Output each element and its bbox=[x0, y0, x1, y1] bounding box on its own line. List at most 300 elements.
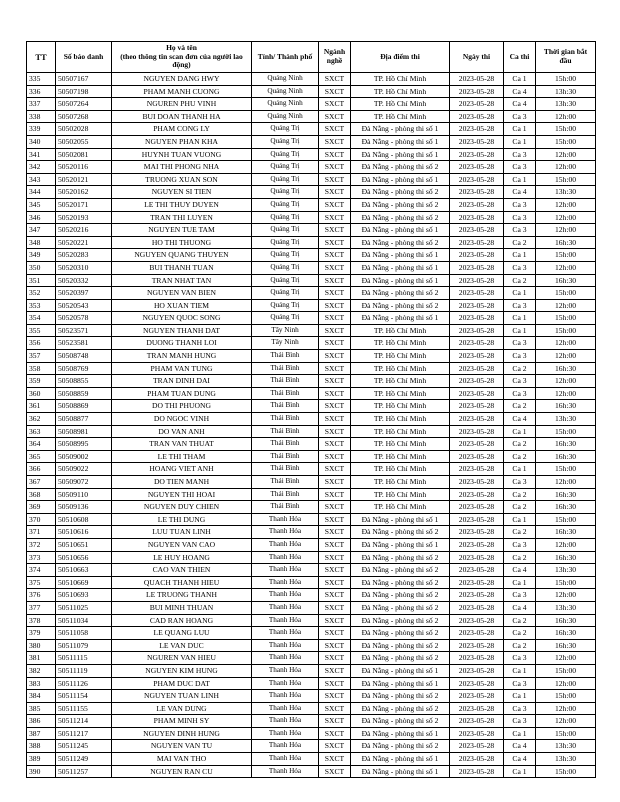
table-row bbox=[27, 601, 596, 614]
cell-tt: 369 bbox=[27, 501, 56, 514]
cell-tt: 384 bbox=[27, 690, 56, 703]
cell-shift: Ca 2 bbox=[504, 501, 536, 514]
cell-sbd: 50509002 bbox=[56, 450, 112, 463]
cell-start: 12h:00 bbox=[536, 538, 596, 551]
table-row bbox=[27, 715, 596, 728]
cell-tt: 341 bbox=[27, 148, 56, 161]
cell-name: LE VAN DUC bbox=[112, 639, 252, 652]
cell-shift: Ca 1 bbox=[504, 513, 536, 526]
cell-shift: Ca 2 bbox=[504, 526, 536, 539]
cell-province: Thanh Hóa bbox=[252, 765, 319, 778]
cell-date: 2023-05-28 bbox=[450, 224, 504, 237]
cell-nganh: SXCT bbox=[319, 85, 351, 98]
cell-shift: Ca 1 bbox=[504, 576, 536, 589]
cell-date: 2023-05-28 bbox=[450, 362, 504, 375]
cell-sbd: 50511257 bbox=[56, 765, 112, 778]
cell-province: Quảng Ninh bbox=[252, 98, 319, 111]
cell-date: 2023-05-28 bbox=[450, 727, 504, 740]
cell-date: 2023-05-28 bbox=[450, 450, 504, 463]
cell-site: TP. Hồ Chí Minh bbox=[351, 324, 450, 337]
cell-sbd: 50508869 bbox=[56, 400, 112, 413]
cell-tt: 389 bbox=[27, 753, 56, 766]
table-row bbox=[27, 224, 596, 237]
cell-name: DUONG THANH LOI bbox=[112, 337, 252, 350]
cell-name: NGUYEN THI HOAI bbox=[112, 488, 252, 501]
table-row bbox=[27, 236, 596, 249]
cell-nganh: SXCT bbox=[319, 438, 351, 451]
cell-province: Thanh Hóa bbox=[252, 589, 319, 602]
cell-name: TRAN THI LUYEN bbox=[112, 211, 252, 224]
cell-sbd: 50520171 bbox=[56, 198, 112, 211]
cell-name: NGUYEN DUY CHIEN bbox=[112, 501, 252, 514]
cell-tt: 366 bbox=[27, 463, 56, 476]
cell-shift: Ca 3 bbox=[504, 715, 536, 728]
cell-start: 12h:00 bbox=[536, 375, 596, 388]
cell-start: 16h:30 bbox=[536, 488, 596, 501]
cell-date: 2023-05-28 bbox=[450, 186, 504, 199]
cell-date: 2023-05-28 bbox=[450, 664, 504, 677]
table-row bbox=[27, 765, 596, 778]
cell-name: HO THI THUONG bbox=[112, 236, 252, 249]
cell-start: 12h:00 bbox=[536, 387, 596, 400]
cell-shift: Ca 1 bbox=[504, 727, 536, 740]
cell-name: NGUREN VAN HIEU bbox=[112, 652, 252, 665]
cell-sbd: 50509110 bbox=[56, 488, 112, 501]
cell-province: Thái Bình bbox=[252, 476, 319, 489]
cell-date: 2023-05-28 bbox=[450, 110, 504, 123]
cell-shift: Ca 3 bbox=[504, 677, 536, 690]
cell-site: Đà Nẵng - phòng thi số 1 bbox=[351, 664, 450, 677]
cell-site: Đà Nẵng - phòng thi số 2 bbox=[351, 198, 450, 211]
cell-date: 2023-05-28 bbox=[450, 261, 504, 274]
cell-shift: Ca 4 bbox=[504, 564, 536, 577]
cell-nganh: SXCT bbox=[319, 413, 351, 426]
cell-date: 2023-05-28 bbox=[450, 551, 504, 564]
cell-name: BUI THANH TUAN bbox=[112, 261, 252, 274]
cell-name: HUYNH TUAN VUONG bbox=[112, 148, 252, 161]
cell-date: 2023-05-28 bbox=[450, 690, 504, 703]
cell-shift: Ca 3 bbox=[504, 375, 536, 388]
table-row bbox=[27, 299, 596, 312]
cell-start: 16h:30 bbox=[536, 450, 596, 463]
cell-province: Thanh Hóa bbox=[252, 526, 319, 539]
cell-tt: 379 bbox=[27, 627, 56, 640]
cell-shift: Ca 3 bbox=[504, 198, 536, 211]
cell-province: Thanh Hóa bbox=[252, 702, 319, 715]
cell-tt: 339 bbox=[27, 123, 56, 136]
cell-shift: Ca 3 bbox=[504, 299, 536, 312]
cell-name: PHAM MINH SY bbox=[112, 715, 252, 728]
cell-date: 2023-05-28 bbox=[450, 387, 504, 400]
cell-start: 12h:00 bbox=[536, 652, 596, 665]
table-row bbox=[27, 123, 596, 136]
header-name-line2: (theo thông tin scan đơn của người lao động) bbox=[120, 51, 243, 70]
cell-nganh: SXCT bbox=[319, 627, 351, 640]
cell-site: TP. Hồ Chí Minh bbox=[351, 387, 450, 400]
cell-start: 16h:30 bbox=[536, 274, 596, 287]
table-row bbox=[27, 526, 596, 539]
cell-tt: 345 bbox=[27, 198, 56, 211]
cell-nganh: SXCT bbox=[319, 715, 351, 728]
cell-province: Thanh Hóa bbox=[252, 652, 319, 665]
cell-name: DO VAN ANH bbox=[112, 425, 252, 438]
cell-sbd: 50510656 bbox=[56, 551, 112, 564]
cell-nganh: SXCT bbox=[319, 476, 351, 489]
cell-province: Quảng Trị bbox=[252, 299, 319, 312]
cell-nganh: SXCT bbox=[319, 526, 351, 539]
cell-shift: Ca 2 bbox=[504, 438, 536, 451]
cell-sbd: 50520193 bbox=[56, 211, 112, 224]
cell-shift: Ca 4 bbox=[504, 186, 536, 199]
cell-name: LE HUY HOANG bbox=[112, 551, 252, 564]
cell-start: 12h:00 bbox=[536, 224, 596, 237]
cell-site: Đà Nẵng - phòng thi số 2 bbox=[351, 186, 450, 199]
cell-site: Đà Nẵng - phòng thi số 2 bbox=[351, 652, 450, 665]
table-row bbox=[27, 98, 596, 111]
table-row bbox=[27, 413, 596, 426]
cell-name: LE VAN DUNG bbox=[112, 702, 252, 715]
cell-date: 2023-05-28 bbox=[450, 614, 504, 627]
cell-nganh: SXCT bbox=[319, 450, 351, 463]
cell-province: Quảng Trị bbox=[252, 148, 319, 161]
cell-shift: Ca 1 bbox=[504, 463, 536, 476]
cell-nganh: SXCT bbox=[319, 425, 351, 438]
cell-name: TRAN MANH HUNG bbox=[112, 350, 252, 363]
cell-shift: Ca 1 bbox=[504, 73, 536, 86]
cell-name: NGUYEN RAN CU bbox=[112, 765, 252, 778]
cell-tt: 387 bbox=[27, 727, 56, 740]
cell-shift: Ca 2 bbox=[504, 236, 536, 249]
cell-date: 2023-05-28 bbox=[450, 274, 504, 287]
cell-name: NGUYEN VAN TU bbox=[112, 740, 252, 753]
cell-date: 2023-05-28 bbox=[450, 98, 504, 111]
cell-start: 12h:00 bbox=[536, 677, 596, 690]
table-row bbox=[27, 589, 596, 602]
cell-nganh: SXCT bbox=[319, 387, 351, 400]
cell-province: Quảng Ninh bbox=[252, 110, 319, 123]
cell-tt: 385 bbox=[27, 702, 56, 715]
cell-start: 13h:30 bbox=[536, 601, 596, 614]
cell-site: Đà Nẵng - phòng thi số 2 bbox=[351, 576, 450, 589]
cell-name: NGUYEN VAN CAO bbox=[112, 538, 252, 551]
cell-site: TP. Hồ Chí Minh bbox=[351, 425, 450, 438]
cell-start: 13h:30 bbox=[536, 85, 596, 98]
cell-tt: 381 bbox=[27, 652, 56, 665]
cell-site: Đà Nẵng - phòng thi số 1 bbox=[351, 312, 450, 325]
cell-shift: Ca 3 bbox=[504, 337, 536, 350]
cell-date: 2023-05-28 bbox=[450, 135, 504, 148]
table-row bbox=[27, 664, 596, 677]
cell-nganh: SXCT bbox=[319, 400, 351, 413]
cell-site: TP. Hồ Chí Minh bbox=[351, 438, 450, 451]
cell-shift: Ca 3 bbox=[504, 110, 536, 123]
cell-site: Đà Nẵng - phòng thi số 2 bbox=[351, 551, 450, 564]
cell-sbd: 50508855 bbox=[56, 375, 112, 388]
cell-start: 15h:00 bbox=[536, 312, 596, 325]
cell-date: 2023-05-28 bbox=[450, 740, 504, 753]
cell-tt: 383 bbox=[27, 677, 56, 690]
cell-sbd: 50523571 bbox=[56, 324, 112, 337]
cell-province: Quảng Trị bbox=[252, 249, 319, 262]
cell-province: Tây Ninh bbox=[252, 324, 319, 337]
cell-name: NGUYEN PHAN KHA bbox=[112, 135, 252, 148]
cell-sbd: 50520310 bbox=[56, 261, 112, 274]
cell-name: HO XUAN TIEM bbox=[112, 299, 252, 312]
cell-province: Thanh Hóa bbox=[252, 601, 319, 614]
cell-sbd: 50507268 bbox=[56, 110, 112, 123]
cell-start: 16h:30 bbox=[536, 627, 596, 640]
cell-nganh: SXCT bbox=[319, 463, 351, 476]
cell-sbd: 50520283 bbox=[56, 249, 112, 262]
cell-sbd: 50520116 bbox=[56, 161, 112, 174]
cell-shift: Ca 3 bbox=[504, 538, 536, 551]
cell-site: Đà Nẵng - phòng thi số 2 bbox=[351, 564, 450, 577]
cell-tt: 367 bbox=[27, 476, 56, 489]
cell-nganh: SXCT bbox=[319, 198, 351, 211]
cell-tt: 349 bbox=[27, 249, 56, 262]
cell-shift: Ca 3 bbox=[504, 148, 536, 161]
table-row bbox=[27, 576, 596, 589]
cell-shift: Ca 1 bbox=[504, 690, 536, 703]
cell-shift: Ca 2 bbox=[504, 551, 536, 564]
cell-start: 12h:00 bbox=[536, 299, 596, 312]
cell-sbd: 50508981 bbox=[56, 425, 112, 438]
cell-start: 16h:30 bbox=[536, 236, 596, 249]
cell-name: PHAM TUAN DUNG bbox=[112, 387, 252, 400]
cell-sbd: 50511058 bbox=[56, 627, 112, 640]
cell-sbd: 50507198 bbox=[56, 85, 112, 98]
cell-name: BUI MINH THUAN bbox=[112, 601, 252, 614]
cell-tt: 376 bbox=[27, 589, 56, 602]
cell-start: 16h:30 bbox=[536, 526, 596, 539]
cell-tt: 353 bbox=[27, 299, 56, 312]
table-row bbox=[27, 438, 596, 451]
table-row bbox=[27, 488, 596, 501]
cell-shift: Ca 2 bbox=[504, 488, 536, 501]
cell-start: 15h:00 bbox=[536, 173, 596, 186]
table-row bbox=[27, 463, 596, 476]
cell-site: TP. Hồ Chí Minh bbox=[351, 375, 450, 388]
cell-start: 15h:00 bbox=[536, 73, 596, 86]
cell-province: Thanh Hóa bbox=[252, 627, 319, 640]
cell-nganh: SXCT bbox=[319, 350, 351, 363]
cell-nganh: SXCT bbox=[319, 690, 351, 703]
cell-start: 15h:00 bbox=[536, 287, 596, 300]
cell-tt: 358 bbox=[27, 362, 56, 375]
cell-name: NGUYEN THANH DAT bbox=[112, 324, 252, 337]
cell-sbd: 50507167 bbox=[56, 73, 112, 86]
cell-date: 2023-05-28 bbox=[450, 312, 504, 325]
cell-tt: 386 bbox=[27, 715, 56, 728]
cell-nganh: SXCT bbox=[319, 173, 351, 186]
header-name bbox=[112, 42, 252, 73]
cell-tt: 343 bbox=[27, 173, 56, 186]
cell-sbd: 50508769 bbox=[56, 362, 112, 375]
table-row bbox=[27, 211, 596, 224]
cell-site: TP. Hồ Chí Minh bbox=[351, 476, 450, 489]
header-sbd: Số báo danh bbox=[56, 42, 112, 73]
cell-nganh: SXCT bbox=[319, 501, 351, 514]
cell-site: Đà Nẵng - phòng thi số 2 bbox=[351, 614, 450, 627]
cell-start: 12h:00 bbox=[536, 110, 596, 123]
cell-tt: 337 bbox=[27, 98, 56, 111]
cell-start: 16h:30 bbox=[536, 438, 596, 451]
cell-site: Đà Nẵng - phòng thi số 2 bbox=[351, 236, 450, 249]
cell-nganh: SXCT bbox=[319, 727, 351, 740]
cell-start: 13h:30 bbox=[536, 753, 596, 766]
cell-sbd: 50511217 bbox=[56, 727, 112, 740]
cell-tt: 371 bbox=[27, 526, 56, 539]
cell-site: TP. Hồ Chí Minh bbox=[351, 337, 450, 350]
table-row bbox=[27, 627, 596, 640]
cell-sbd: 50511025 bbox=[56, 601, 112, 614]
cell-date: 2023-05-28 bbox=[450, 463, 504, 476]
cell-name: DO TIEN MANH bbox=[112, 476, 252, 489]
cell-province: Quảng Trị bbox=[252, 274, 319, 287]
cell-start: 15h:00 bbox=[536, 664, 596, 677]
cell-start: 15h:00 bbox=[536, 513, 596, 526]
cell-site: Đà Nẵng - phòng thi số 2 bbox=[351, 299, 450, 312]
cell-sbd: 50520543 bbox=[56, 299, 112, 312]
cell-start: 13h:30 bbox=[536, 740, 596, 753]
cell-site: Đà Nẵng - phòng thi số 1 bbox=[351, 765, 450, 778]
table-row bbox=[27, 450, 596, 463]
cell-tt: 347 bbox=[27, 224, 56, 237]
cell-shift: Ca 3 bbox=[504, 224, 536, 237]
cell-province: Quảng Trị bbox=[252, 261, 319, 274]
cell-site: Đà Nẵng - phòng thi số 2 bbox=[351, 639, 450, 652]
cell-shift: Ca 1 bbox=[504, 664, 536, 677]
cell-nganh: SXCT bbox=[319, 740, 351, 753]
cell-date: 2023-05-28 bbox=[450, 652, 504, 665]
cell-site: TP. Hồ Chí Minh bbox=[351, 413, 450, 426]
cell-shift: Ca 1 bbox=[504, 765, 536, 778]
cell-province: Thanh Hóa bbox=[252, 639, 319, 652]
cell-sbd: 50502028 bbox=[56, 123, 112, 136]
cell-nganh: SXCT bbox=[319, 224, 351, 237]
header-shift: Ca thi bbox=[504, 42, 536, 73]
table-row bbox=[27, 186, 596, 199]
cell-province: Thanh Hóa bbox=[252, 727, 319, 740]
cell-nganh: SXCT bbox=[319, 73, 351, 86]
cell-tt: 354 bbox=[27, 312, 56, 325]
cell-name: PHAM DUC DAT bbox=[112, 677, 252, 690]
cell-site: Đà Nẵng - phòng thi số 2 bbox=[351, 589, 450, 602]
cell-date: 2023-05-28 bbox=[450, 73, 504, 86]
table-row bbox=[27, 639, 596, 652]
cell-shift: Ca 1 bbox=[504, 312, 536, 325]
cell-date: 2023-05-28 bbox=[450, 627, 504, 640]
table-row bbox=[27, 387, 596, 400]
cell-date: 2023-05-28 bbox=[450, 324, 504, 337]
table-row bbox=[27, 350, 596, 363]
cell-province: Quảng Ninh bbox=[252, 73, 319, 86]
header-nganh: Ngành nghề bbox=[319, 42, 351, 73]
cell-province: Thanh Hóa bbox=[252, 564, 319, 577]
cell-nganh: SXCT bbox=[319, 211, 351, 224]
cell-site: TP. Hồ Chí Minh bbox=[351, 488, 450, 501]
cell-shift: Ca 2 bbox=[504, 450, 536, 463]
cell-sbd: 50520332 bbox=[56, 274, 112, 287]
table-row bbox=[27, 198, 596, 211]
cell-nganh: SXCT bbox=[319, 576, 351, 589]
table-row bbox=[27, 425, 596, 438]
cell-province: Quảng Trị bbox=[252, 312, 319, 325]
table-row bbox=[27, 261, 596, 274]
cell-nganh: SXCT bbox=[319, 274, 351, 287]
cell-sbd: 50511154 bbox=[56, 690, 112, 703]
cell-tt: 377 bbox=[27, 601, 56, 614]
cell-sbd: 50508859 bbox=[56, 387, 112, 400]
header-tt: TT bbox=[27, 42, 56, 73]
cell-site: Đà Nẵng - phòng thi số 1 bbox=[351, 513, 450, 526]
cell-start: 16h:30 bbox=[536, 362, 596, 375]
cell-name: NGUYEN DINH HUNG bbox=[112, 727, 252, 740]
cell-shift: Ca 3 bbox=[504, 350, 536, 363]
cell-sbd: 50511079 bbox=[56, 639, 112, 652]
cell-sbd: 50510693 bbox=[56, 589, 112, 602]
cell-name: LE THI DUNG bbox=[112, 513, 252, 526]
cell-shift: Ca 1 bbox=[504, 123, 536, 136]
table-row bbox=[27, 501, 596, 514]
cell-name: PHAM CONG LY bbox=[112, 123, 252, 136]
header-date: Ngày thi bbox=[450, 42, 504, 73]
cell-tt: 352 bbox=[27, 287, 56, 300]
cell-shift: Ca 3 bbox=[504, 261, 536, 274]
cell-tt: 374 bbox=[27, 564, 56, 577]
cell-nganh: SXCT bbox=[319, 110, 351, 123]
cell-tt: 370 bbox=[27, 513, 56, 526]
cell-nganh: SXCT bbox=[319, 123, 351, 136]
cell-name: NGUYEN TUAN LINH bbox=[112, 690, 252, 703]
cell-date: 2023-05-28 bbox=[450, 538, 504, 551]
cell-province: Thái Bình bbox=[252, 425, 319, 438]
cell-shift: Ca 3 bbox=[504, 161, 536, 174]
cell-tt: 362 bbox=[27, 413, 56, 426]
cell-nganh: SXCT bbox=[319, 589, 351, 602]
table-row bbox=[27, 614, 596, 627]
cell-name: TRAN VAN THUAT bbox=[112, 438, 252, 451]
cell-name: NGUYEN SI TIEN bbox=[112, 186, 252, 199]
table-row bbox=[27, 337, 596, 350]
cell-start: 16h:30 bbox=[536, 400, 596, 413]
cell-site: Đà Nẵng - phòng thi số 1 bbox=[351, 173, 450, 186]
cell-nganh: SXCT bbox=[319, 677, 351, 690]
cell-tt: 365 bbox=[27, 450, 56, 463]
cell-nganh: SXCT bbox=[319, 299, 351, 312]
table-row bbox=[27, 274, 596, 287]
cell-start: 13h:30 bbox=[536, 413, 596, 426]
cell-date: 2023-05-28 bbox=[450, 601, 504, 614]
cell-province: Quảng Trị bbox=[252, 224, 319, 237]
cell-site: TP. Hồ Chí Minh bbox=[351, 73, 450, 86]
cell-province: Tây Ninh bbox=[252, 337, 319, 350]
cell-sbd: 50509022 bbox=[56, 463, 112, 476]
exam-schedule-table bbox=[26, 41, 596, 778]
cell-site: Đà Nẵng - phòng thi số 2 bbox=[351, 287, 450, 300]
table-row bbox=[27, 551, 596, 564]
cell-sbd: 50511126 bbox=[56, 677, 112, 690]
cell-start: 15h:00 bbox=[536, 135, 596, 148]
cell-sbd: 50520121 bbox=[56, 173, 112, 186]
cell-sbd: 50511034 bbox=[56, 614, 112, 627]
cell-name: LUU TUAN LINH bbox=[112, 526, 252, 539]
cell-name: LE QUANG LUU bbox=[112, 627, 252, 640]
cell-name: DO NGOC VINH bbox=[112, 413, 252, 426]
table-row bbox=[27, 753, 596, 766]
cell-date: 2023-05-28 bbox=[450, 173, 504, 186]
cell-site: Đà Nẵng - phòng thi số 1 bbox=[351, 148, 450, 161]
